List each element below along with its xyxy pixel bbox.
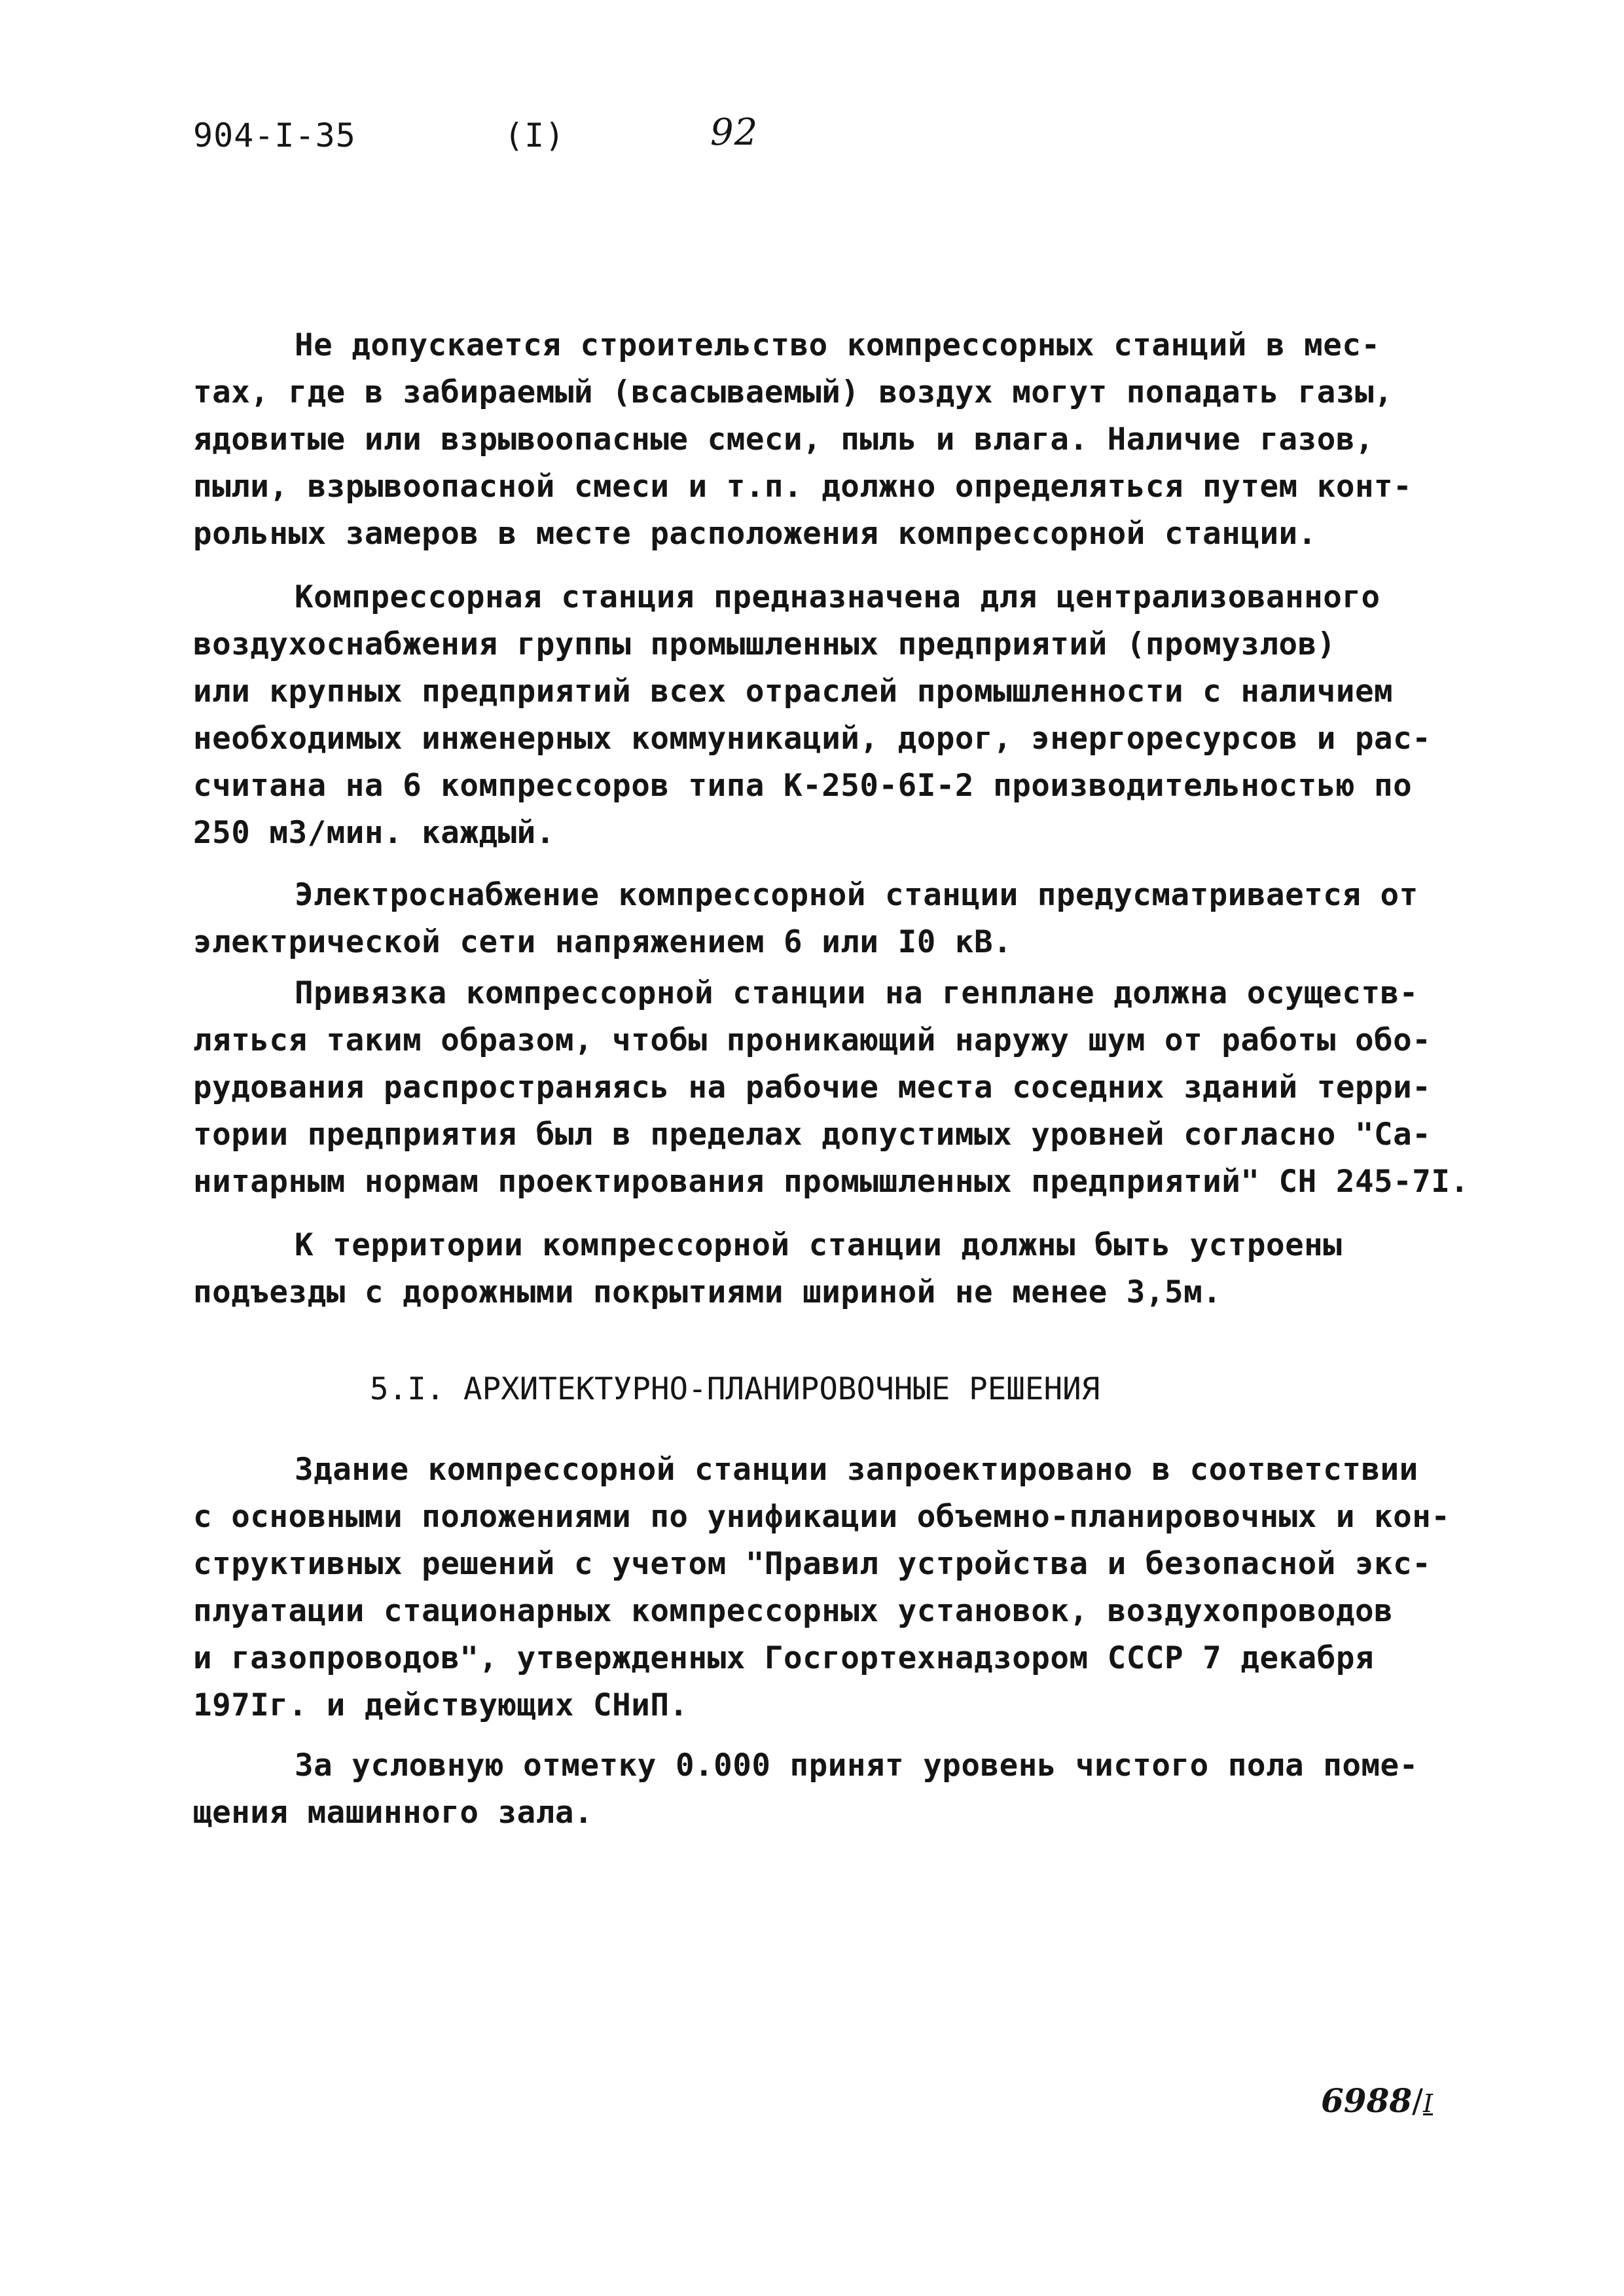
page-number: 92 [710,111,759,154]
section-heading: 5.I. АРХИТЕКТУРНО-ПЛАНИРОВОЧНЫЕ РЕШЕНИЯ [370,1371,1100,1407]
text-line: Привязка компрессорной станции на генплане должна осуществ- [295,975,1418,1011]
inventory-number-separator: / [1412,2082,1424,2120]
text-line: 197Iг. и действующих СНиП. [193,1687,689,1723]
text-line: пыли, взрывоопасной смеси и т.п. должно определяться путем конт- [193,469,1413,505]
text-line: с основными положениями по унификации объемно-планировочных и кон- [193,1499,1451,1535]
text-line: ядовитые или взрывоопасные смеси, пыль и влага. Наличие газов, [193,422,1375,457]
text-line: щения машинного зала. [193,1795,594,1831]
text-line: считана на 6 компрессоров типа К-250-6I-2 производительностью по [193,768,1413,804]
inventory-number [1321,2081,1433,2120]
text-line: нитарным нормам проектирования промышленных предприятий" СН 245-7I. [193,1164,1470,1200]
document-code: 904-I-35 [193,117,356,154]
text-line: необходимых инженерных коммуникаций, дорог, энергоресурсов и рас- [193,721,1432,757]
text-line: К территории компрессорной станции должны быть устроены [295,1227,1343,1263]
text-line: подъезды с дорожными покрытиями шириной не менее 3,5м. [193,1274,1222,1310]
text-line: ляться таким образом, чтобы проникающий наружу шум от работы обо- [193,1022,1432,1058]
text-line: Не допускается строительство компрессорных станций в мес- [295,327,1380,363]
text-line: За условную отметку 0.000 принят уровень чистого пола поме- [295,1748,1418,1784]
inventory-number-main: 6988 [1321,2081,1413,2120]
text-line: 250 м3/мин. каждый. [193,815,555,851]
text-line: рудования распространяясь на рабочие места соседних зданий терри- [193,1069,1432,1105]
text-line: или крупных предприятий всех отраслей промышленности с наличием [193,673,1394,709]
text-line: тории предприятия был в пределах допустимых уровней согласно "Са- [193,1117,1432,1153]
inventory-number-suffix: I [1423,2089,1434,2118]
sheet-number: (I) [504,117,566,154]
text-line: плуатации стационарных компрессорных установок, воздухопроводов [193,1593,1394,1629]
text-line: Электроснабжение компрессорной станции предусматривается от [295,877,1418,913]
text-line: и газопроводов", утвержденных Госгортехнадзором СССР 7 декабря [193,1640,1375,1676]
text-line: рольных замеров в месте расположения компрессорной станции. [193,516,1317,552]
text-line: воздухоснабжения группы промышленных предприятий (промузлов) [193,626,1336,662]
text-line: Компрессорная станция предназначена для централизованного [295,579,1380,615]
text-line: структивных решений с учетом "Правил устройства и безопасной экс- [193,1546,1432,1582]
text-line: Здание компрессорной станции запроектировано в соответствии [295,1452,1418,1488]
text-line: электрической сети напряжением 6 или I0 кВ. [193,924,1013,960]
text-line: тах, где в забираемый (всасываемый) воздух могут попадать газы, [193,374,1394,410]
